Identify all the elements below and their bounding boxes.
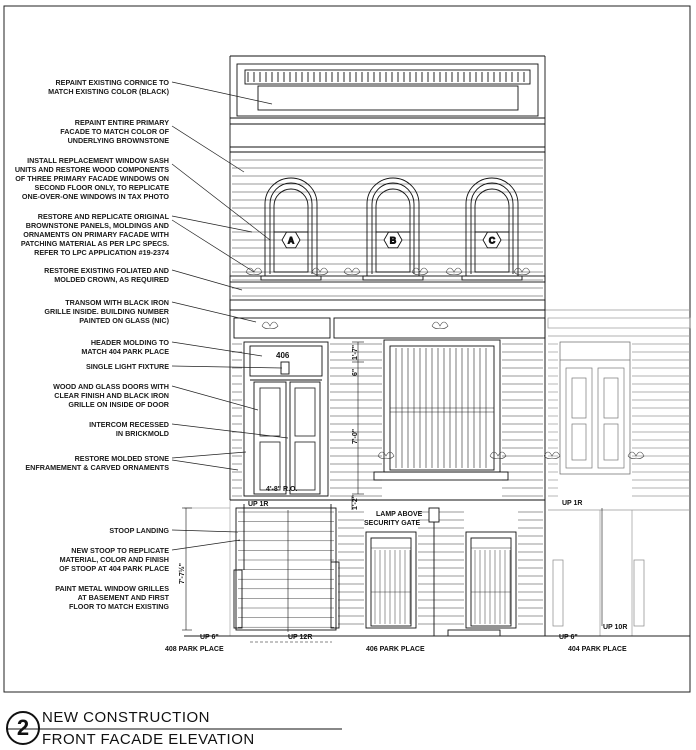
address-406: 406 PARK PLACE xyxy=(366,646,425,653)
title-line-2: FRONT FACADE ELEVATION xyxy=(42,731,255,748)
neighbor-404-building xyxy=(545,310,690,636)
carved-ornaments xyxy=(246,268,644,459)
window-tag-b xyxy=(384,232,402,248)
annotation-note: NEW STOOP TO REPLICATE MATERIAL, COLOR AND FINISH OF STOOP AT 404 PARK PLACE xyxy=(59,546,169,573)
annotation-note: HEADER MOLDING TO MATCH 404 PARK PLACE xyxy=(81,338,169,356)
title-line-1: NEW CONSTRUCTION xyxy=(42,709,210,726)
annotation-note: INSTALL REPLACEMENT WINDOW SASH UNITS AND RESTORE WOOD COMPONENTS OF THREE PRIMARY FACADE WINDOWS ON SECOND FLOOR ONLY, TO REPLICATE ONE-OVER-ONE WINDOWS IN TAX PHOTO xyxy=(14,156,169,201)
annotation-note: RESTORE EXISTING FOLIATED AND MOLDED CROWN, AS REQUIRED xyxy=(44,266,169,284)
window-tag-label: C xyxy=(488,235,496,246)
annotation-note: TRANSOM WITH BLACK IRON GRILLE INSIDE. BUILDING NUMBER PAINTED ON GLASS (NIC) xyxy=(44,298,169,325)
stair-label-up-1r-right: UP 1R xyxy=(562,500,583,507)
annotation-note: RESTORE AND REPLICATE ORIGINAL BROWNSTONE PANELS, MOLDINGS AND ORNAMENTS ON PRIMARY FACADE WITH PATCHING MATERIAL AS PER LPC SPECS. REFER TO LPC APPLICATION #19-2374 xyxy=(20,212,169,257)
window-tag-label: A xyxy=(287,235,295,246)
annotation-note: REPAINT EXISTING CORNICE TO MATCH EXISTING COLOR (BLACK) xyxy=(48,78,169,96)
lamp-gap-label: 1'-2" xyxy=(352,494,359,510)
annotation-note: WOOD AND GLASS DOORS WITH CLEAR FINISH AND BLACK IRON GRILLE ON INSIDE OF DOOR xyxy=(53,382,169,409)
dimension-lines xyxy=(182,342,602,642)
annotation-note: RESTORE MOLDED STONE ENFRAMEMENT & CARVED ORNAMENTS xyxy=(25,454,169,472)
lamp-note: LAMP ABOVE SECURITY GATE xyxy=(364,511,423,527)
stair-label-up-10r: UP 10R xyxy=(603,624,628,631)
neighbor-408-building xyxy=(184,500,232,636)
annotation-note: PAINT METAL WINDOW GRILLES AT BASEMENT AND FIRST FLOOR TO MATCH EXISTING xyxy=(55,584,169,611)
door-height-label: 7'-0" xyxy=(352,428,359,444)
address-408: 408 PARK PLACE xyxy=(165,646,224,653)
stair-label-up-6-left: UP 6" xyxy=(200,634,219,641)
stoop-height-label: 7'-7½" xyxy=(179,563,186,584)
door-width-label: 4'-8" R.O. xyxy=(266,486,298,493)
stair-label-up-12r: UP 12R xyxy=(288,634,313,641)
address-404: 404 PARK PLACE xyxy=(568,646,627,653)
stair-label-up-1r: UP 1R xyxy=(248,501,269,508)
window-tag-c xyxy=(483,232,501,248)
annotation-note: REPAINT ENTIRE PRIMARY FACADE TO MATCH COLOR OF UNDERLYING BROWNSTONE xyxy=(60,118,169,145)
annotation-note: STOOP LANDING xyxy=(109,526,169,535)
window-tag-label: B xyxy=(389,235,397,246)
transom-height-label: 1'-7" xyxy=(352,344,359,360)
stair-label-up-6-right: UP 6" xyxy=(559,634,578,641)
annotation-note: SINGLE LIGHT FIXTURE xyxy=(85,362,169,371)
window-tag-a xyxy=(282,232,300,248)
building-406 xyxy=(184,56,690,636)
building-number: 406 xyxy=(276,351,290,360)
annotation-note: INTERCOM RECESSED IN BRICKMOLD xyxy=(89,420,169,438)
transom-top-label: 6" xyxy=(352,368,359,376)
drawing-number: 2 xyxy=(6,711,40,745)
